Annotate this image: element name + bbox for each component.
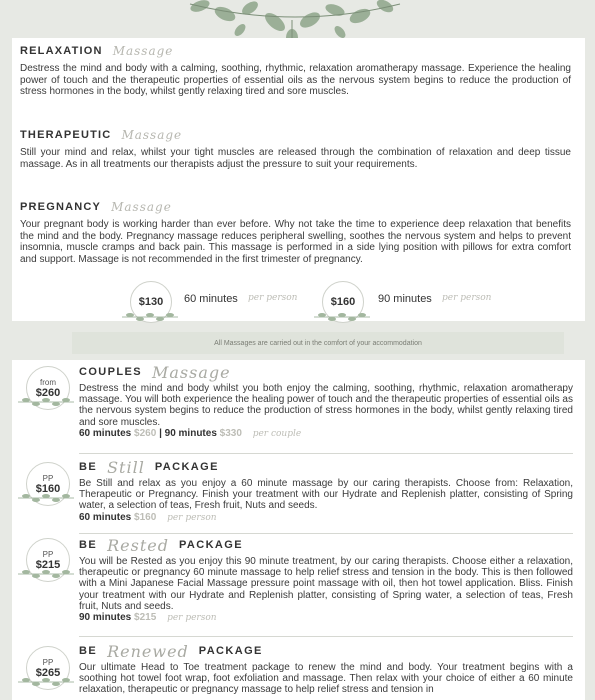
leaf-sprig-icon: [16, 396, 76, 408]
package-title-suffix: PACKAGE: [198, 645, 263, 657]
package-title-suffix: PACKAGE: [154, 461, 219, 473]
package-title: COUPLES: [79, 366, 142, 378]
badge-amount: $260: [35, 386, 61, 399]
package-script-word: Still: [107, 457, 145, 477]
package-description: Destress the mind and body whilst you both enjoy the calming, soothing, rhythmic, relaxation aromatherapy massage. You will both experience the healing power of touch and the therapeutic properties of essential oils as the nervous system begins to reduce the production of stress hormones in the body, whilst gently relaxing tired and sore muscles.: [79, 383, 573, 428]
price-note: per person: [442, 293, 492, 303]
section-script-word: Massage: [111, 200, 172, 214]
badge-label: from: [40, 377, 56, 387]
package-pricing: 60 minutes $260 | 90 minutes $330 per couple: [79, 427, 302, 439]
pricing-amount: $260: [134, 427, 157, 439]
pricing-duration: 60 minutes: [79, 511, 132, 523]
pricing-amount: $215: [134, 612, 157, 624]
price-amount: $130: [138, 296, 164, 308]
leaf-sprig-icon: [312, 311, 372, 323]
package-script-word: Renewed: [107, 641, 189, 661]
accommodation-banner: All Massages are carried out in the comfort of your accommodation: [72, 332, 564, 354]
package-pricing: [79, 512, 573, 523]
massage-price-row: [130, 283, 530, 323]
section-description: Your pregnant body is working harder than ever before. Why not take the time to experience deep relaxation that benefits the mind and the body. Pregnancy massage reduces peripheral swelling, soothes the nervous system and helps to prevent insomnia, muscle cramps and back pain. This massage is performed in a side lying position with pillows for extra comfort and support. Massage is not recommended in the first trimester of pregnancy.: [20, 219, 571, 265]
price-duration: 90 minutes: [378, 293, 432, 305]
divider: [79, 453, 573, 454]
section-description: Destress the mind and body with a calming, soothing, rhythmic, relaxation aromatherapy massage. Experience the healing power of touch and the therapeutic properties of essential oils as the nervous system begins to reduce the production of stress hormones in the body, whilst gently relaxing tired and sore muscles.: [20, 63, 571, 98]
section-title: THERAPEUTIC: [20, 129, 112, 141]
price-note: per person: [248, 293, 298, 303]
relaxation-section: [20, 43, 571, 98]
package-title-prefix: BE: [79, 645, 98, 657]
badge-label: PP: [42, 549, 54, 559]
section-script-word: Massage: [112, 44, 174, 58]
badge-label: PP: [42, 473, 54, 483]
price-amount: $160: [330, 296, 356, 308]
section-title: RELAXATION: [20, 45, 103, 57]
package-description: You will be Rested as you enjoy this 90 minute treatment, by our caring therapists. Choose either a relaxation, therapeutic or pregnancy 60 minute massage to help relief stress and tension in the body. This is then followed with a Mini Japanese Facial Massage pressure point massage with oil, then hot towel application. Bliss. Finish your treatment with our Hydrate and Replenish platter, consisting of Spring water, a selection of teas, Fresh fruit, Nuts and seeds.: [79, 556, 573, 612]
leaf-sprig-icon: [16, 568, 76, 580]
section-description: Still your mind and relax, whilst your tight muscles are released through the combination of relaxation and deep tissue massage. As in all treatments our therapists adjust the pressure to suit your requirements.: [20, 147, 571, 170]
pricing-note: per person: [167, 512, 217, 523]
package-script-word: Massage: [151, 362, 231, 382]
leaf-sprig-icon: [120, 311, 180, 323]
package-title-prefix: BE: [79, 539, 98, 551]
pricing-duration: 90 minutes: [79, 612, 132, 624]
pricing-note: per person: [167, 613, 217, 624]
packages-panel: [12, 360, 585, 700]
package-title-prefix: BE: [79, 461, 98, 473]
section-title: PREGNANCY: [20, 201, 102, 213]
massage-types-panel: [12, 38, 585, 321]
leaf-sprig-icon: [16, 676, 76, 688]
leaf-sprig-icon: [16, 492, 76, 504]
package-pricing: [79, 612, 573, 623]
badge-amount: $215: [35, 558, 61, 571]
package-script-word: Rested: [107, 535, 169, 555]
pricing-duration: 90 minutes: [164, 427, 217, 439]
pricing-note: per couple: [252, 428, 302, 439]
package-description: Our ultimate Head to Toe treatment package to renew the mind and body. Your treatment begins with a soothing hot towel foot wrap, foot exfoliation and massage. Then relax with your choice of either a 60 minute relaxation, therapeutic or pregnancy massage to help relief stress and tension in: [79, 662, 573, 696]
divider: [79, 533, 573, 534]
badge-amount: $160: [35, 482, 61, 495]
section-script-word: Massage: [121, 128, 183, 142]
badge-label: PP: [42, 657, 54, 667]
pricing-amount: $330: [219, 427, 242, 439]
therapeutic-section: [20, 127, 571, 170]
badge-amount: $265: [35, 666, 61, 679]
pregnancy-section: [20, 199, 571, 265]
divider: [79, 636, 573, 637]
price-duration: 60 minutes: [184, 293, 238, 305]
package-description: Be Still and relax as you enjoy a 60 minute massage by our caring therapists. Choose from: Relaxation, Therapeutic or Pregnancy. Finish your treatment with our Hydrate and Replenish platter, consisting of Spring water, a selection of teas, Fresh fruit, Nuts and seeds.: [79, 478, 573, 512]
pricing-duration: 60 minutes: [79, 427, 132, 439]
pricing-amount: $160: [134, 511, 157, 523]
package-title-suffix: PACKAGE: [178, 539, 243, 551]
